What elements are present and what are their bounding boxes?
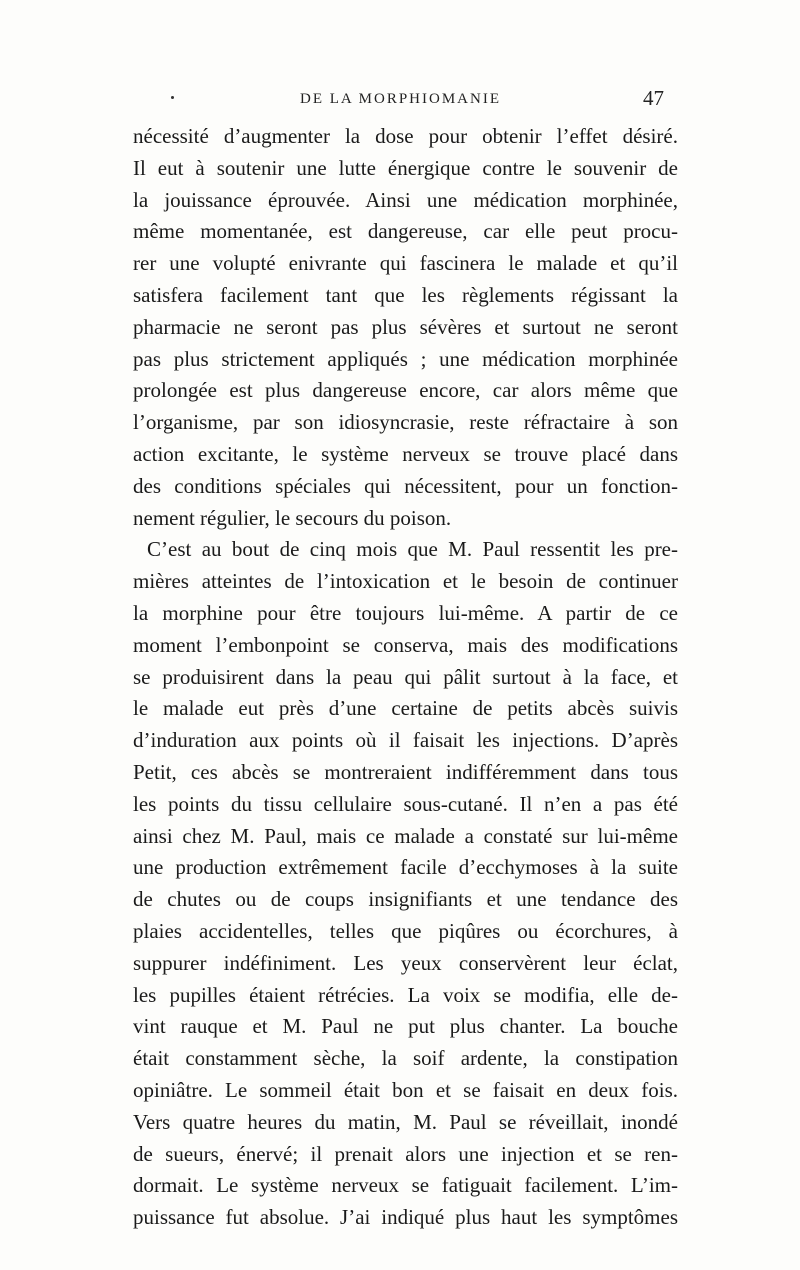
- text-line: action excitante, le système nerveux se trouve placé dans: [133, 441, 678, 466]
- text-line: était constamment sèche, la soif ardente, la constipation: [133, 1046, 678, 1071]
- text-line: Petit, ces abcès se montreraient indifféremment dans tous: [133, 759, 678, 784]
- text-line: rer une volupté enivrante qui fascinera le malade et qu’il: [133, 251, 678, 276]
- text-line: Il eut à soutenir une lutte énergique contre le souvenir de: [133, 155, 678, 180]
- text-line: satisfera facilement tant que les règlements régissant la: [133, 282, 678, 307]
- text-line: dormait. Le système nerveux se fatiguait facilement. L’im-: [133, 1173, 678, 1198]
- text-line: puissance fut absolue. J’ai indiqué plus haut les symptômes: [133, 1205, 678, 1230]
- text-line: l’organisme, par son idiosyncrasie, reste réfractaire à son: [133, 410, 678, 435]
- text-line: pas plus strictement appliqués ; une médication morphinée: [133, 346, 678, 371]
- text-line: suppurer indéfiniment. Les yeux conservèrent leur éclat,: [133, 950, 678, 975]
- text-line: plaies accidentelles, telles que piqûres ou écorchures, à: [133, 918, 678, 943]
- paragraph-end-line: nement régulier, le secours du poison.: [133, 505, 452, 530]
- paragraph-start-line: C’est au bout de cinq mois que M. Paul ressentit les pre-: [147, 537, 678, 562]
- text-line: les pupilles étaient rétrécies. La voix se modifia, elle de-: [133, 982, 678, 1007]
- text-line: de sueurs, énervé; il prenait alors une injection et se ren-: [133, 1141, 678, 1166]
- text-line: des conditions spéciales qui nécessitent, pour un fonction-: [133, 473, 678, 498]
- text-line: moment l’embonpoint se conserva, mais des modifications: [133, 632, 678, 657]
- text-line: les points du tissu cellulaire sous-cutané. Il n’en a pas été: [133, 791, 678, 816]
- text-line: même momentanée, est dangereuse, car elle peut procu-: [133, 219, 678, 244]
- text-line: opiniâtre. Le sommeil était bon et se faisait en deux fois.: [133, 1077, 678, 1102]
- text-line: prolongée est plus dangereuse encore, car alors même que: [133, 378, 678, 403]
- running-title: DE LA MORPHIOMANIE: [300, 91, 501, 107]
- text-line: Vers quatre heures du matin, M. Paul se réveillait, inondé: [133, 1109, 678, 1134]
- text-line: le malade eut près d’une certaine de petits abcès suivis: [133, 696, 678, 721]
- text-line: de chutes ou de coups insignifiants et une tendance des: [133, 887, 678, 912]
- text-line: ainsi chez M. Paul, mais ce malade a constaté sur lui-même: [133, 823, 678, 848]
- body-text: [133, 121, 678, 1234]
- page-number: 47: [643, 86, 664, 110]
- text-line: se produisirent dans la peau qui pâlit surtout à la face, et: [133, 664, 678, 689]
- text-line: nécessité d’augmenter la dose pour obtenir l’effet désiré.: [133, 124, 678, 148]
- text-line: la jouissance éprouvée. Ainsi une médication morphinée,: [133, 187, 678, 212]
- text-line: pharmacie ne seront pas plus sévères et surtout ne seront: [133, 314, 678, 339]
- text-line: d’induration aux points où il faisait les injections. D’après: [133, 728, 678, 753]
- text-line: mières atteintes de l’intoxication et le besoin de continuer: [133, 569, 678, 594]
- text-line: la morphine pour être toujours lui-même. A partir de ce: [133, 600, 678, 625]
- header-dot: [171, 96, 174, 99]
- text-line: une production extrêmement facile d’ecchymoses à la suite: [133, 855, 678, 880]
- text-line: vint rauque et M. Paul ne put plus chanter. La bouche: [133, 1014, 678, 1039]
